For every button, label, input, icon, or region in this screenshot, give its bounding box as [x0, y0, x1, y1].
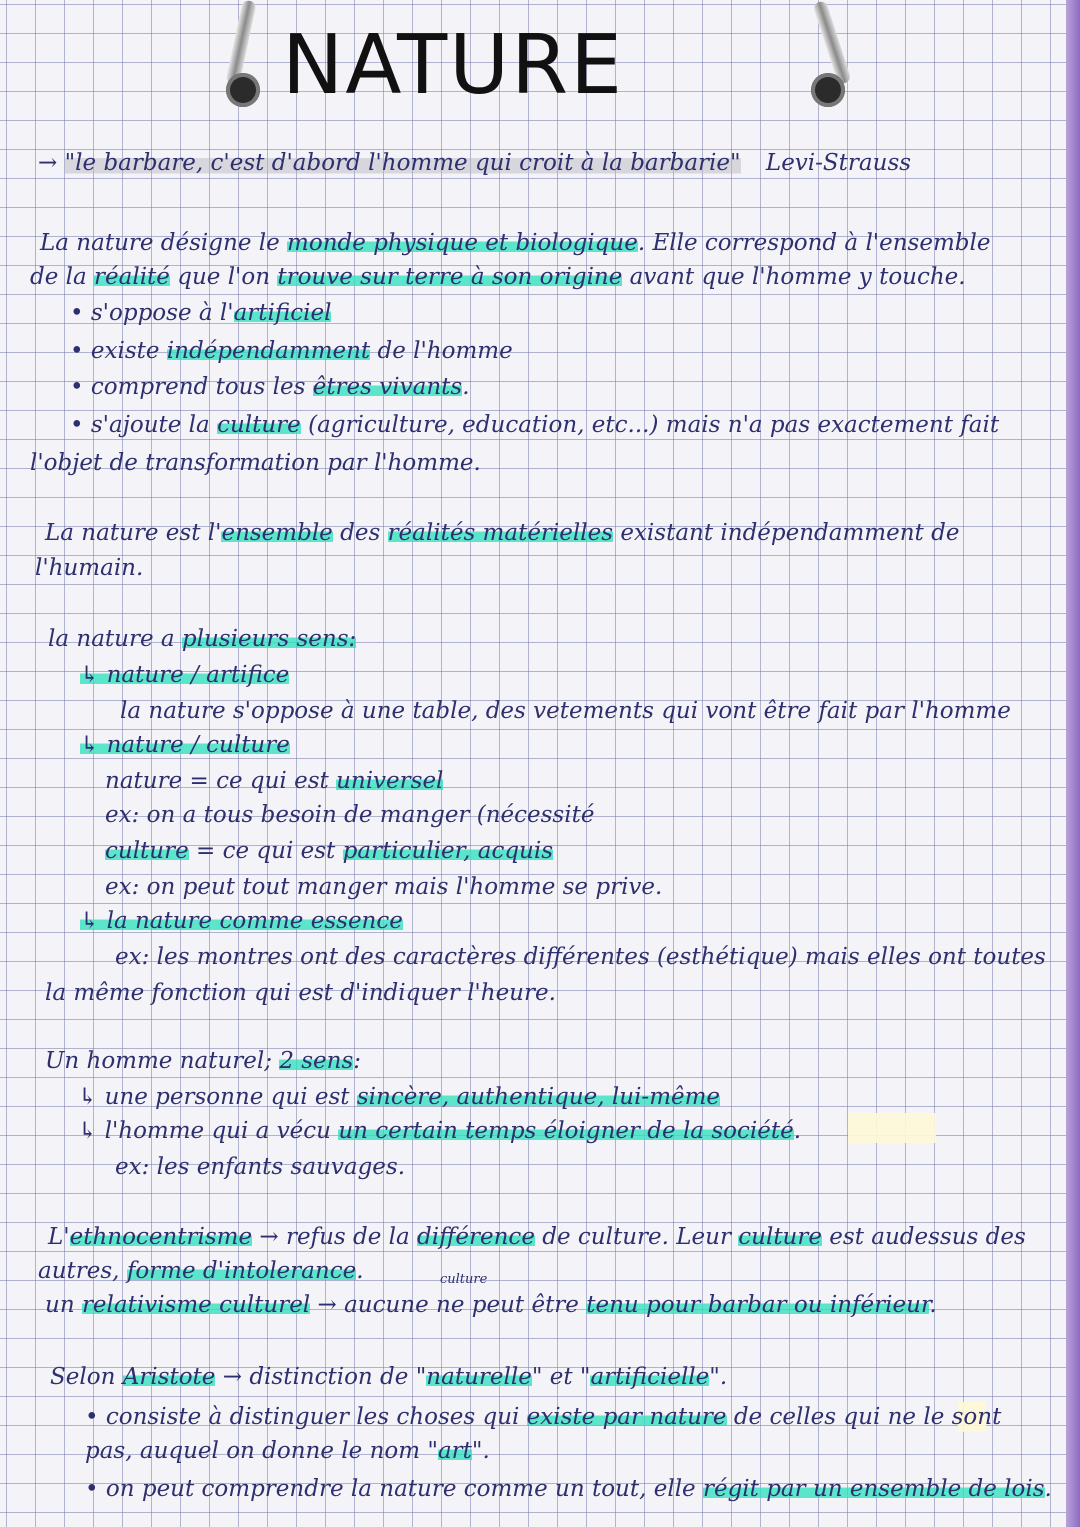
text: un — [45, 1292, 82, 1318]
highlight: réalité — [94, 264, 170, 290]
text: " et " — [531, 1364, 591, 1390]
text: L' — [48, 1224, 70, 1250]
highlight: culture — [217, 412, 301, 438]
def2-line-2: l'humain. — [35, 555, 144, 581]
highlight: ensemble — [221, 520, 333, 546]
text: La nature est l' — [45, 520, 222, 546]
highlight: Aristote — [122, 1364, 216, 1390]
natural-man-sense-1 — [78, 1082, 720, 1112]
text: nature = ce qui est — [105, 768, 337, 794]
text: • s'ajoute la — [70, 412, 218, 438]
aristote-bullet-2 — [85, 1474, 1052, 1504]
text: • on peut comprendre la nature comme un tout, elle — [85, 1476, 703, 1502]
text: de — [534, 1224, 578, 1250]
text: • s'oppose à l' — [70, 300, 234, 326]
ring-wire — [812, 0, 852, 85]
highlight: universel — [336, 768, 444, 794]
ethno-line-1 — [48, 1222, 1026, 1252]
sense-1-desc: la nature s'oppose à une table, des vetements qui vont être fait par l'homme — [120, 698, 1011, 724]
sense-2-example-2: ex: on peut tout manger mais l'homme se prive. — [105, 874, 663, 900]
text: Selon — [50, 1364, 123, 1390]
punch-hole — [226, 73, 260, 107]
senses-intro — [48, 624, 356, 654]
text: existant — [613, 520, 721, 546]
aristote-bullet-1 — [85, 1402, 1001, 1432]
def2-line-1 — [45, 518, 959, 548]
text: culture — [577, 1224, 662, 1250]
punch-hole — [811, 73, 845, 107]
intro-line-2 — [30, 262, 966, 292]
highlight: particulier, acquis — [342, 838, 554, 864]
highlight: ↳ la nature comme essence — [80, 908, 403, 934]
text: que l'on — [169, 264, 278, 290]
highlight: artificiel — [233, 300, 332, 326]
highlight: existe par nature — [526, 1404, 727, 1430]
highlight: naturelle — [426, 1364, 532, 1390]
text: ". — [709, 1364, 728, 1390]
text: la nature a — [48, 626, 182, 652]
highlight: culture — [105, 838, 189, 864]
text: Un homme naturel; — [45, 1048, 280, 1074]
text: de — [923, 520, 960, 546]
sense-2-heading — [80, 730, 290, 760]
highlight: culture — [738, 1224, 822, 1250]
aristote-bullet-1-cont — [85, 1436, 490, 1466]
text: → aucune ne peut être — [310, 1292, 587, 1318]
sense-2-nature — [105, 766, 443, 796]
text: . — [1044, 1476, 1052, 1502]
highlight: art — [437, 1438, 472, 1464]
text: indépendamment — [720, 520, 924, 546]
text: (agriculture, education, etc...) mais n'a pas exactement fait — [300, 412, 1000, 438]
text: = ce qui est — [188, 838, 343, 864]
highlight: artificielle — [590, 1364, 710, 1390]
highlight: 2 sens — [279, 1048, 354, 1074]
intro-bullet-1 — [70, 298, 331, 328]
aristote-heading — [50, 1362, 727, 1392]
highlight: ethnocentrisme — [69, 1224, 253, 1250]
quote-author: Levi-Strauss — [765, 150, 912, 176]
binder-ring-left — [220, 0, 266, 115]
highlight: indépendamment — [166, 338, 371, 364]
highlight: plusieurs sens: — [181, 626, 357, 652]
sense-3-desc-2: la même fonction qui est d'indiquer l'heure. — [45, 980, 556, 1006]
sense-1-heading — [80, 660, 289, 690]
quote-line — [38, 148, 911, 178]
text: pas, auquel on donne le nom " — [85, 1438, 438, 1464]
natural-man-heading — [45, 1046, 361, 1076]
text: est audessus des — [821, 1224, 1026, 1250]
ethno-line-3 — [45, 1290, 937, 1320]
inserted-word: culture — [440, 1272, 488, 1287]
intro-bullet-4-cont: l'objet de transformation par l'homme. — [30, 450, 481, 476]
highlight: réalités matérielles — [387, 520, 614, 546]
highlight: ↳ nature / culture — [80, 732, 290, 758]
text: de l'homme — [370, 338, 513, 364]
highlight: ↳ nature / artifice — [80, 662, 290, 688]
text: des — [332, 520, 388, 546]
text: autres, — [38, 1258, 127, 1284]
intro-bullet-4 — [70, 410, 999, 440]
highlight: trouve sur terre à son origine — [277, 264, 623, 290]
intro-line-1 — [40, 228, 990, 258]
text: . — [356, 1258, 364, 1284]
highlight: sincère, authentique, lui-même — [356, 1084, 721, 1110]
quote-text: "le barbare, c'est d'abord l'homme qui croit à la barbarie" — [64, 150, 741, 176]
intro-bullet-2 — [70, 336, 513, 366]
text: • consiste à distinguer les choses qui — [85, 1404, 527, 1430]
highlight: régit par un ensemble de lois — [702, 1476, 1045, 1502]
intro-bullet-3 — [70, 372, 470, 402]
page-title: NATURE — [282, 18, 624, 113]
text: . — [462, 374, 470, 400]
sense-3-heading — [80, 906, 403, 936]
binder-ring-right — [805, 0, 851, 115]
highlight: tenu pour barbar ou inférieur — [586, 1292, 930, 1318]
text: → refus de la — [252, 1224, 418, 1250]
text: . — [929, 1292, 937, 1318]
page-margin-strip — [1066, 0, 1080, 1527]
text: de celles qui ne le sont — [726, 1404, 1002, 1430]
highlight: différence — [417, 1224, 535, 1250]
highlight: monde physique et biologique — [287, 230, 638, 256]
sense-2-example-1: ex: on a tous besoin de manger (nécessité — [105, 802, 595, 828]
text: → distinction de " — [215, 1364, 427, 1390]
arrow-icon: → — [38, 150, 58, 176]
text: La nature désigne le — [40, 230, 288, 256]
text: . — [793, 1118, 801, 1144]
highlight: un certain temps éloigner de la société — [338, 1118, 794, 1144]
text: • existe — [70, 338, 167, 364]
text: de la — [30, 264, 95, 290]
highlight: relativisme culturel — [81, 1292, 311, 1318]
text: ". — [471, 1438, 490, 1464]
text: avant que l'homme y touche. — [622, 264, 966, 290]
text: ↳ l'homme qui a vécu — [78, 1118, 339, 1144]
natural-man-example: ex: les enfants sauvages. — [115, 1154, 406, 1180]
text: : — [353, 1048, 362, 1074]
text: . Leur — [661, 1224, 739, 1250]
natural-man-sense-2 — [78, 1116, 801, 1146]
text: • comprend tous les — [70, 374, 313, 400]
highlight: forme d'intolerance — [126, 1258, 357, 1284]
text: . Elle correspond à l'ensemble — [637, 230, 991, 256]
text: ↳ une personne qui est — [78, 1084, 357, 1110]
highlight: êtres vivants — [312, 374, 463, 400]
sticky-highlight — [848, 1113, 936, 1143]
sense-2-culture — [105, 836, 553, 866]
sense-3-desc-1: ex: les montres ont des caractères différentes (esthétique) mais elles ont toutes — [115, 944, 1046, 970]
ethno-line-2 — [38, 1256, 364, 1286]
